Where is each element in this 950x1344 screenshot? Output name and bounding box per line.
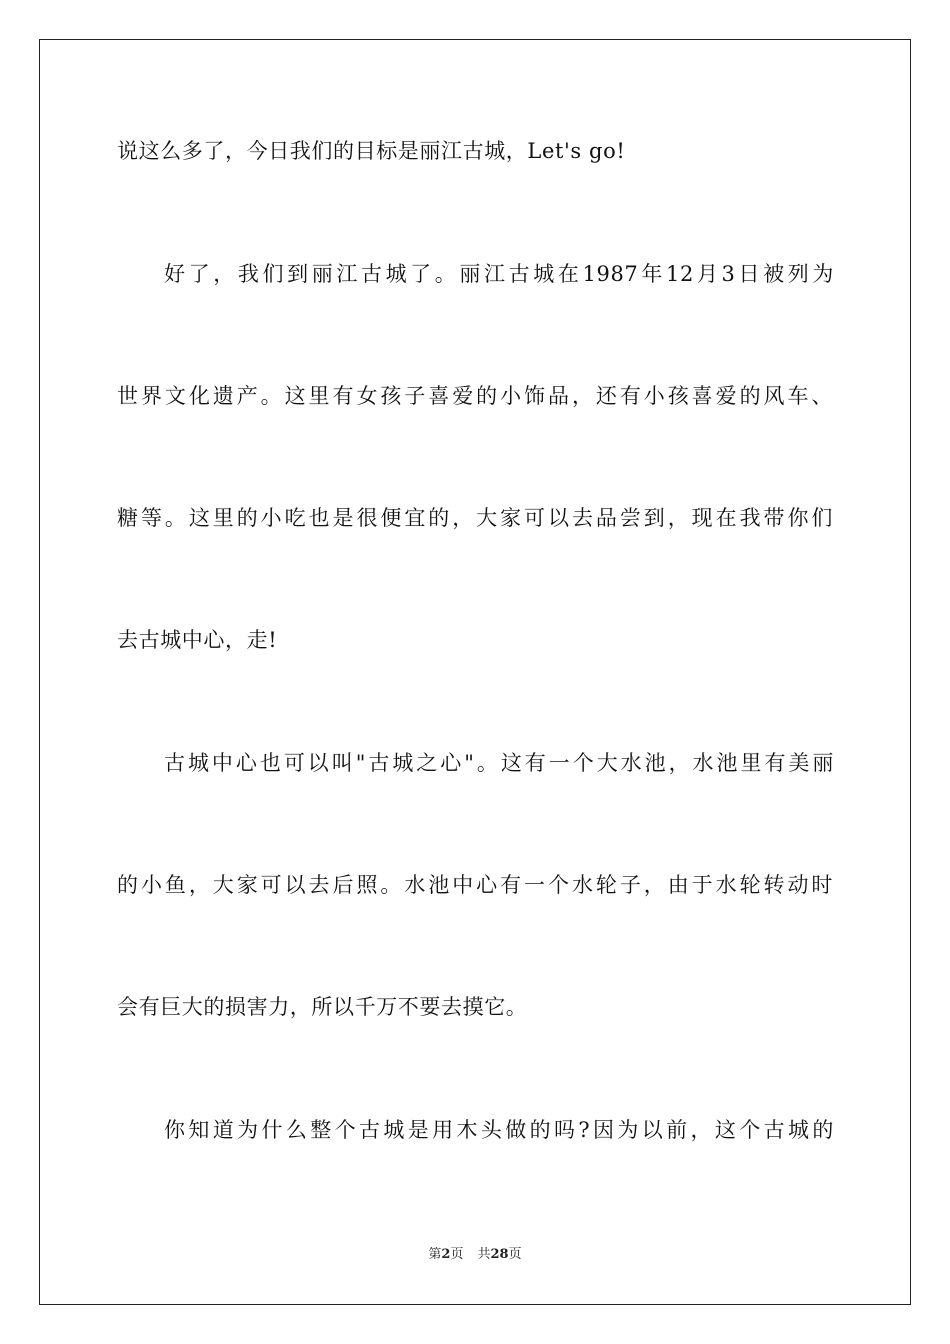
- page-prefix: 第: [428, 1247, 442, 1262]
- paragraph-line-1: 说这么多了，今日我们的目标是丽江古城，Let's go!: [117, 139, 626, 163]
- page-footer: [0, 1246, 950, 1264]
- paragraph-line-2: 好了，我们到丽江古城了。丽江古城在1987年12月3日被列为: [164, 262, 834, 286]
- paragraph-line-3: 世界文化遗产。这里有女孩子喜爱的小饰品，还有小孩喜爱的风车、: [117, 384, 833, 408]
- paragraph-line-7: 的小鱼，大家可以去后照。水池中心有一个水轮子，由于水轮转动时: [117, 873, 833, 897]
- paragraph-line-9: 你知道为什么整个古城是用木头做的吗?因为以前，这个古城的: [164, 1118, 834, 1142]
- paragraph-line-5: 去古城中心，走!: [117, 628, 278, 652]
- paragraph-line-8: 会有巨大的损害力，所以千万不要去摸它。: [117, 995, 528, 1019]
- page-suffix: 页: [450, 1247, 464, 1262]
- total-pages: 28: [490, 1247, 509, 1262]
- total-prefix: 共: [477, 1247, 491, 1262]
- paragraph-line-6: 古城中心也可以叫"古城之心"。这有一个大水池，水池里有美丽: [164, 751, 834, 775]
- total-suffix: 页: [508, 1247, 522, 1262]
- page-number: 2: [441, 1247, 451, 1262]
- paragraph-line-4: 糖等。这里的小吃也是很便宜的，大家可以去品尝到，现在我带你们: [117, 506, 833, 530]
